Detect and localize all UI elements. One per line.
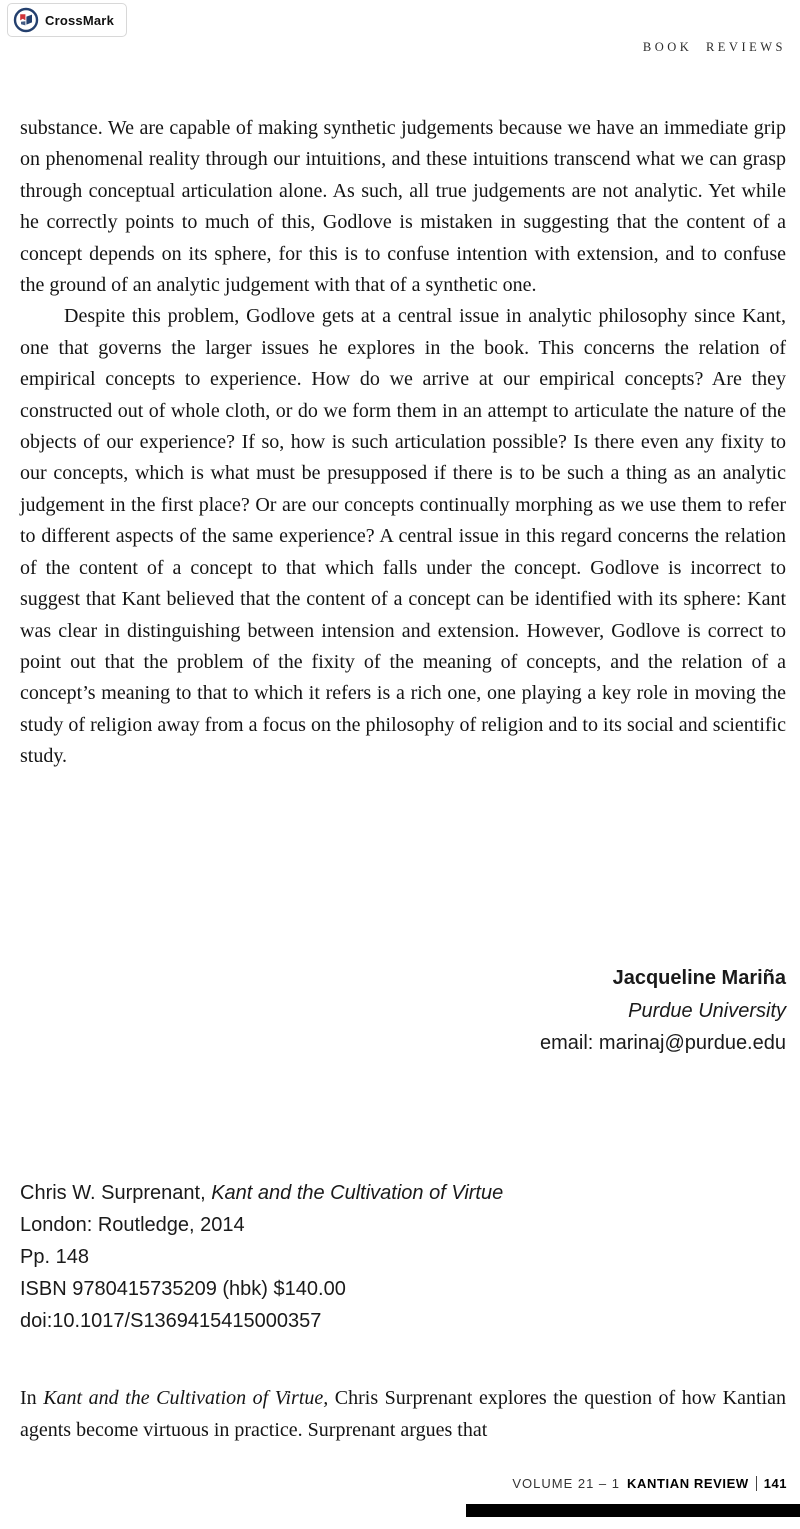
footer-volume: VOLUME 21 – 1 [512,1476,620,1491]
citation-isbn: ISBN 9780415735209 (hbk) $140.00 [20,1278,346,1300]
citation-pages: Pp. 148 [20,1246,89,1268]
page-footer [512,1476,787,1491]
citation-author-title [20,1177,503,1209]
footer-separator [756,1476,757,1491]
intro-book-title: Kant and the Cultivation of Virtue, [43,1387,329,1409]
reviewer-name: Jacqueline Mariña [612,967,786,989]
reviewer-email: email: marinaj@purdue.edu [540,1032,786,1054]
running-head: BOOK REVIEWS [642,40,786,54]
review2-intro-paragraph [20,1383,786,1446]
footer-bar [466,1504,800,1517]
review-paragraph-1: substance. We are capable of making synthetic judgements because we have an immediate grip on phenomenal reality through our intuitions, and these intuitions transcend what we can grasp through conceptual articulation alone. As such, all true judgements are not analytic. Yet while he correctly points to much of this, Godlove is mistaken in suggesting that the content of a concept depends on its sphere, for this is to confuse intention with extension, and to confuse the ground of an analytic judgement with that of a synthetic one. [20,117,786,297]
citation-author: Chris W. Surprenant, [20,1182,212,1204]
footer-journal-name: KANTIAN REVIEW [627,1476,749,1491]
crossmark-label: CrossMark [45,12,114,28]
footer-page-number: 141 [763,1476,787,1491]
review-paragraph-2: Despite this problem, Godlove gets at a central issue in analytic philosophy since Kant, one that governs the larger issues he explores in the book. This concerns the relation of empirical concepts to experience. How do we arrive at our empirical concepts? Are they constructed out of whole cloth, or do we form them in an attempt to articulate the nature of the objects of our experience? If so, how is such articulation possible? Is there even any fixity to our concepts, which is what must be presupposed if there is to be such a thing as an analytic judgement in the first place? Or are our concepts continually morphing as we use them to refer to different aspects of the same experience? A central issue in this regard concerns the relation of the content of a concept to that which falls under the concept. Godlove is incorrect to suggest that Kant believed that the content of a concept can be identified with its sphere: Kant was clear in distinguishing between intension and extension. However, Godlove is correct to point out that the problem of the fixity of the meaning of concepts, and the relation of a concept’s meaning to that to which it refers is a rich one, one playing a key role in moving the study of religion away from a focus on the philosophy of religion and to its social and scientific study. [20,305,786,768]
crossmark-icon [13,7,39,33]
book-citation [20,1177,503,1337]
crossmark-badge[interactable] [7,3,127,37]
review-body [20,113,786,773]
citation-doi: doi:10.1017/S1369415415000357 [20,1310,322,1332]
citation-book-title: Kant and the Cultivation of Virtue [211,1182,504,1204]
signature-block [540,962,786,1060]
citation-publisher: London: Routledge, 2014 [20,1214,245,1236]
reviewer-affiliation: Purdue University [628,999,786,1022]
intro-rest: Chris Surprenant explores the question of how Kantian agents become virtuous in practice. Surprenant argues that [20,1387,786,1441]
intro-prefix: In [20,1387,44,1409]
